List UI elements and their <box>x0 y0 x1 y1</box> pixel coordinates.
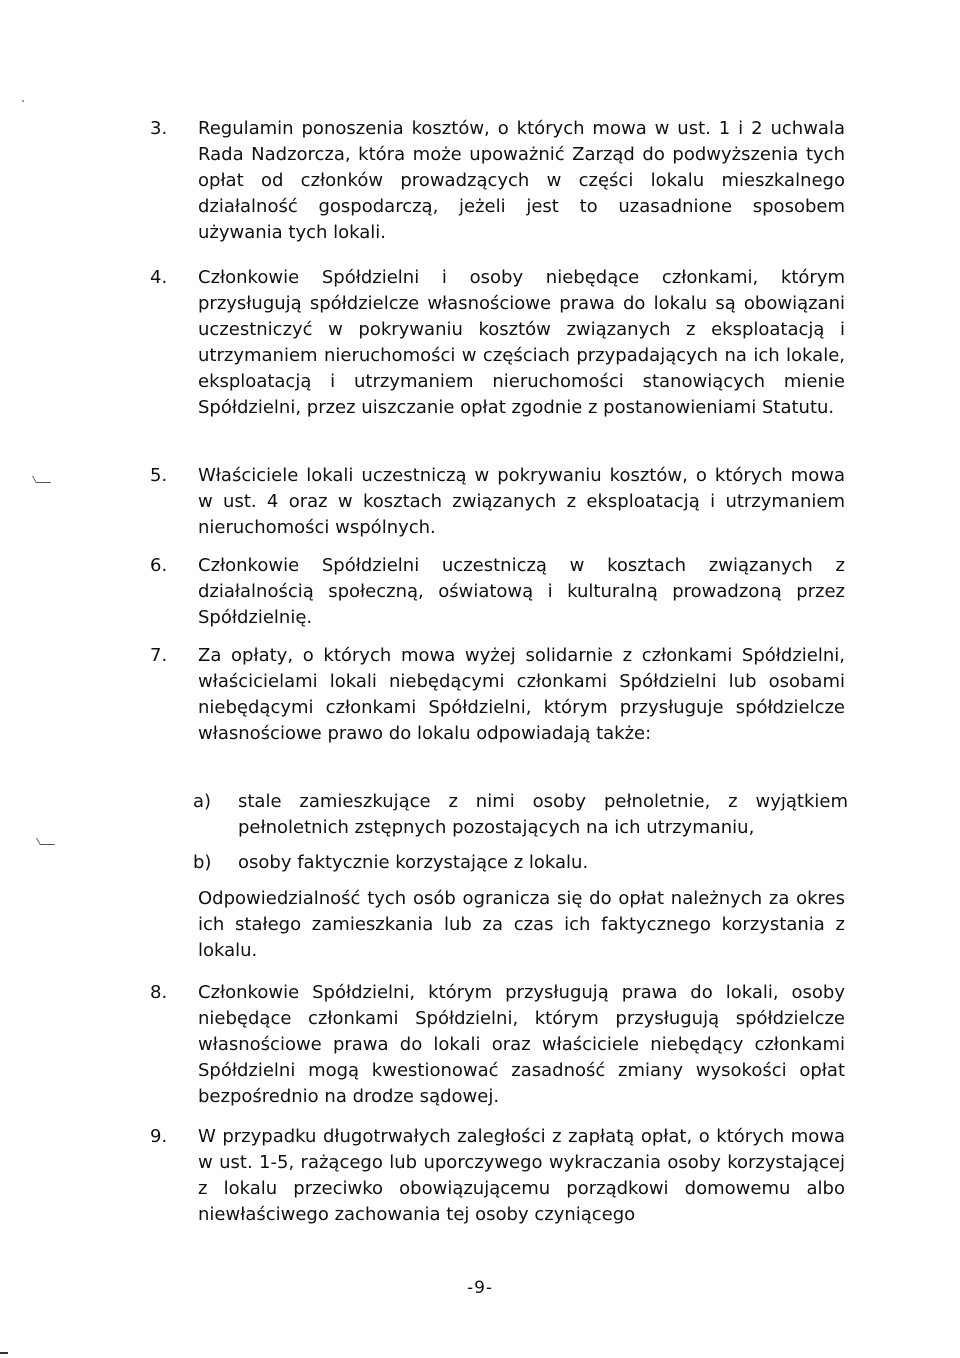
paragraph-number: 4. <box>150 267 168 288</box>
margin-mark <box>36 838 55 845</box>
paragraph-number: 9. <box>150 1126 168 1147</box>
subitem-letter: b) <box>193 852 212 873</box>
paragraph-9 <box>150 1124 845 1228</box>
paragraph-text: Członkowie Spółdzielni uczestniczą w kosztach związanych z działalnością społeczną, oświatową i kulturalną prowadzoną przez Spółdzielnię. <box>198 555 845 628</box>
subitem-text: stale zamieszkujące z nimi osoby pełnoletnie, z wyjątkiem pełnoletnich zstępnych pozostających na ich utrzymaniu, <box>238 791 848 838</box>
paragraph-text: Regulamin ponoszenia kosztów, o których mowa w ust. 1 i 2 uchwala Rada Nadzorcza, która może upoważnić Zarząd do podwyższenia tych opłat od członków prowadzących w części lokalu mieszkalnego działalność gospodarczą, jeżeli jest to uzasadnione sposobem używania tych lokali. <box>198 118 845 243</box>
scan-edge-mark <box>0 1352 8 1354</box>
paragraph-7-note: Odpowiedzialność tych osób ogranicza się do opłat należnych za okres ich stałego zamieszkania lub za czas ich faktycznego korzystania z lokalu. <box>198 888 845 961</box>
paragraph-number: 6. <box>150 555 168 576</box>
paragraph-8 <box>150 980 845 1110</box>
paragraph-4 <box>150 265 845 421</box>
paragraph-text: Członkowie Spółdzielni, którym przysługują prawa do lokali, osoby niebędące członkami Spółdzielni, którym przysługują spółdzielcze własnościowe prawa do lokali oraz właściciele niebędący członkami Spółdzielni mogą kwestionować zasadność zmiany wysokości opłat bezpośrednio na drodze sądowej. <box>198 982 845 1107</box>
paragraph-7 <box>150 643 845 747</box>
paragraph-text: W przypadku długotrwałych zaległości z zapłatą opłat, o których mowa w ust. 1-5, rażącego lub uporczywego wykraczania osoby korzystającej z lokalu przeciwko obowiązującemu porządkowi domowemu albo niewłaściwego zachowania tej osoby czyniącego <box>198 1126 845 1225</box>
scan-speck <box>22 100 24 102</box>
subitem-letter: a) <box>193 791 212 812</box>
paragraph-3 <box>150 116 845 246</box>
paragraph-5 <box>150 463 845 541</box>
page-number: -9- <box>466 1278 494 1298</box>
subitem-text: osoby faktycznie korzystające z lokalu. <box>238 852 589 873</box>
paragraph-number: 5. <box>150 465 168 486</box>
paragraph-text: Za opłaty, o których mowa wyżej solidarnie z członkami Spółdzielni, właścicielami lokali niebędącymi członkami Spółdzielni lub osobami niebędącymi członkami Spółdzielni, którym przysługuje spółdzielcze własnościowe prawo do lokalu odpowiadają także: <box>198 645 845 744</box>
paragraph-text: Członkowie Spółdzielni i osoby niebędące członkami, którym przysługują spółdzielcze własnościowe prawa do lokalu są obowiązani uczestniczyć w pokrywaniu kosztów związanych z eksploatacją i utrzymaniem nieruchomości w częściach przypadających na ich lokale, eksploatacją i utrzymaniem nieruchomości stanowiących mienie Spółdzielni, przez uiszczanie opłat zgodnie z postanowieniami Statutu. <box>198 267 845 418</box>
paragraph-6 <box>150 553 845 631</box>
margin-mark <box>32 476 51 483</box>
subitem-b <box>193 850 848 876</box>
paragraph-text: Właściciele lokali uczestniczą w pokrywaniu kosztów, o których mowa w ust. 4 oraz w kosztach związanych z eksploatacją i utrzymaniem nieruchomości wspólnych. <box>198 465 845 538</box>
paragraph-number: 3. <box>150 118 168 139</box>
paragraph-number: 7. <box>150 645 168 666</box>
subitem-a <box>193 789 848 841</box>
paragraph-number: 8. <box>150 982 168 1003</box>
